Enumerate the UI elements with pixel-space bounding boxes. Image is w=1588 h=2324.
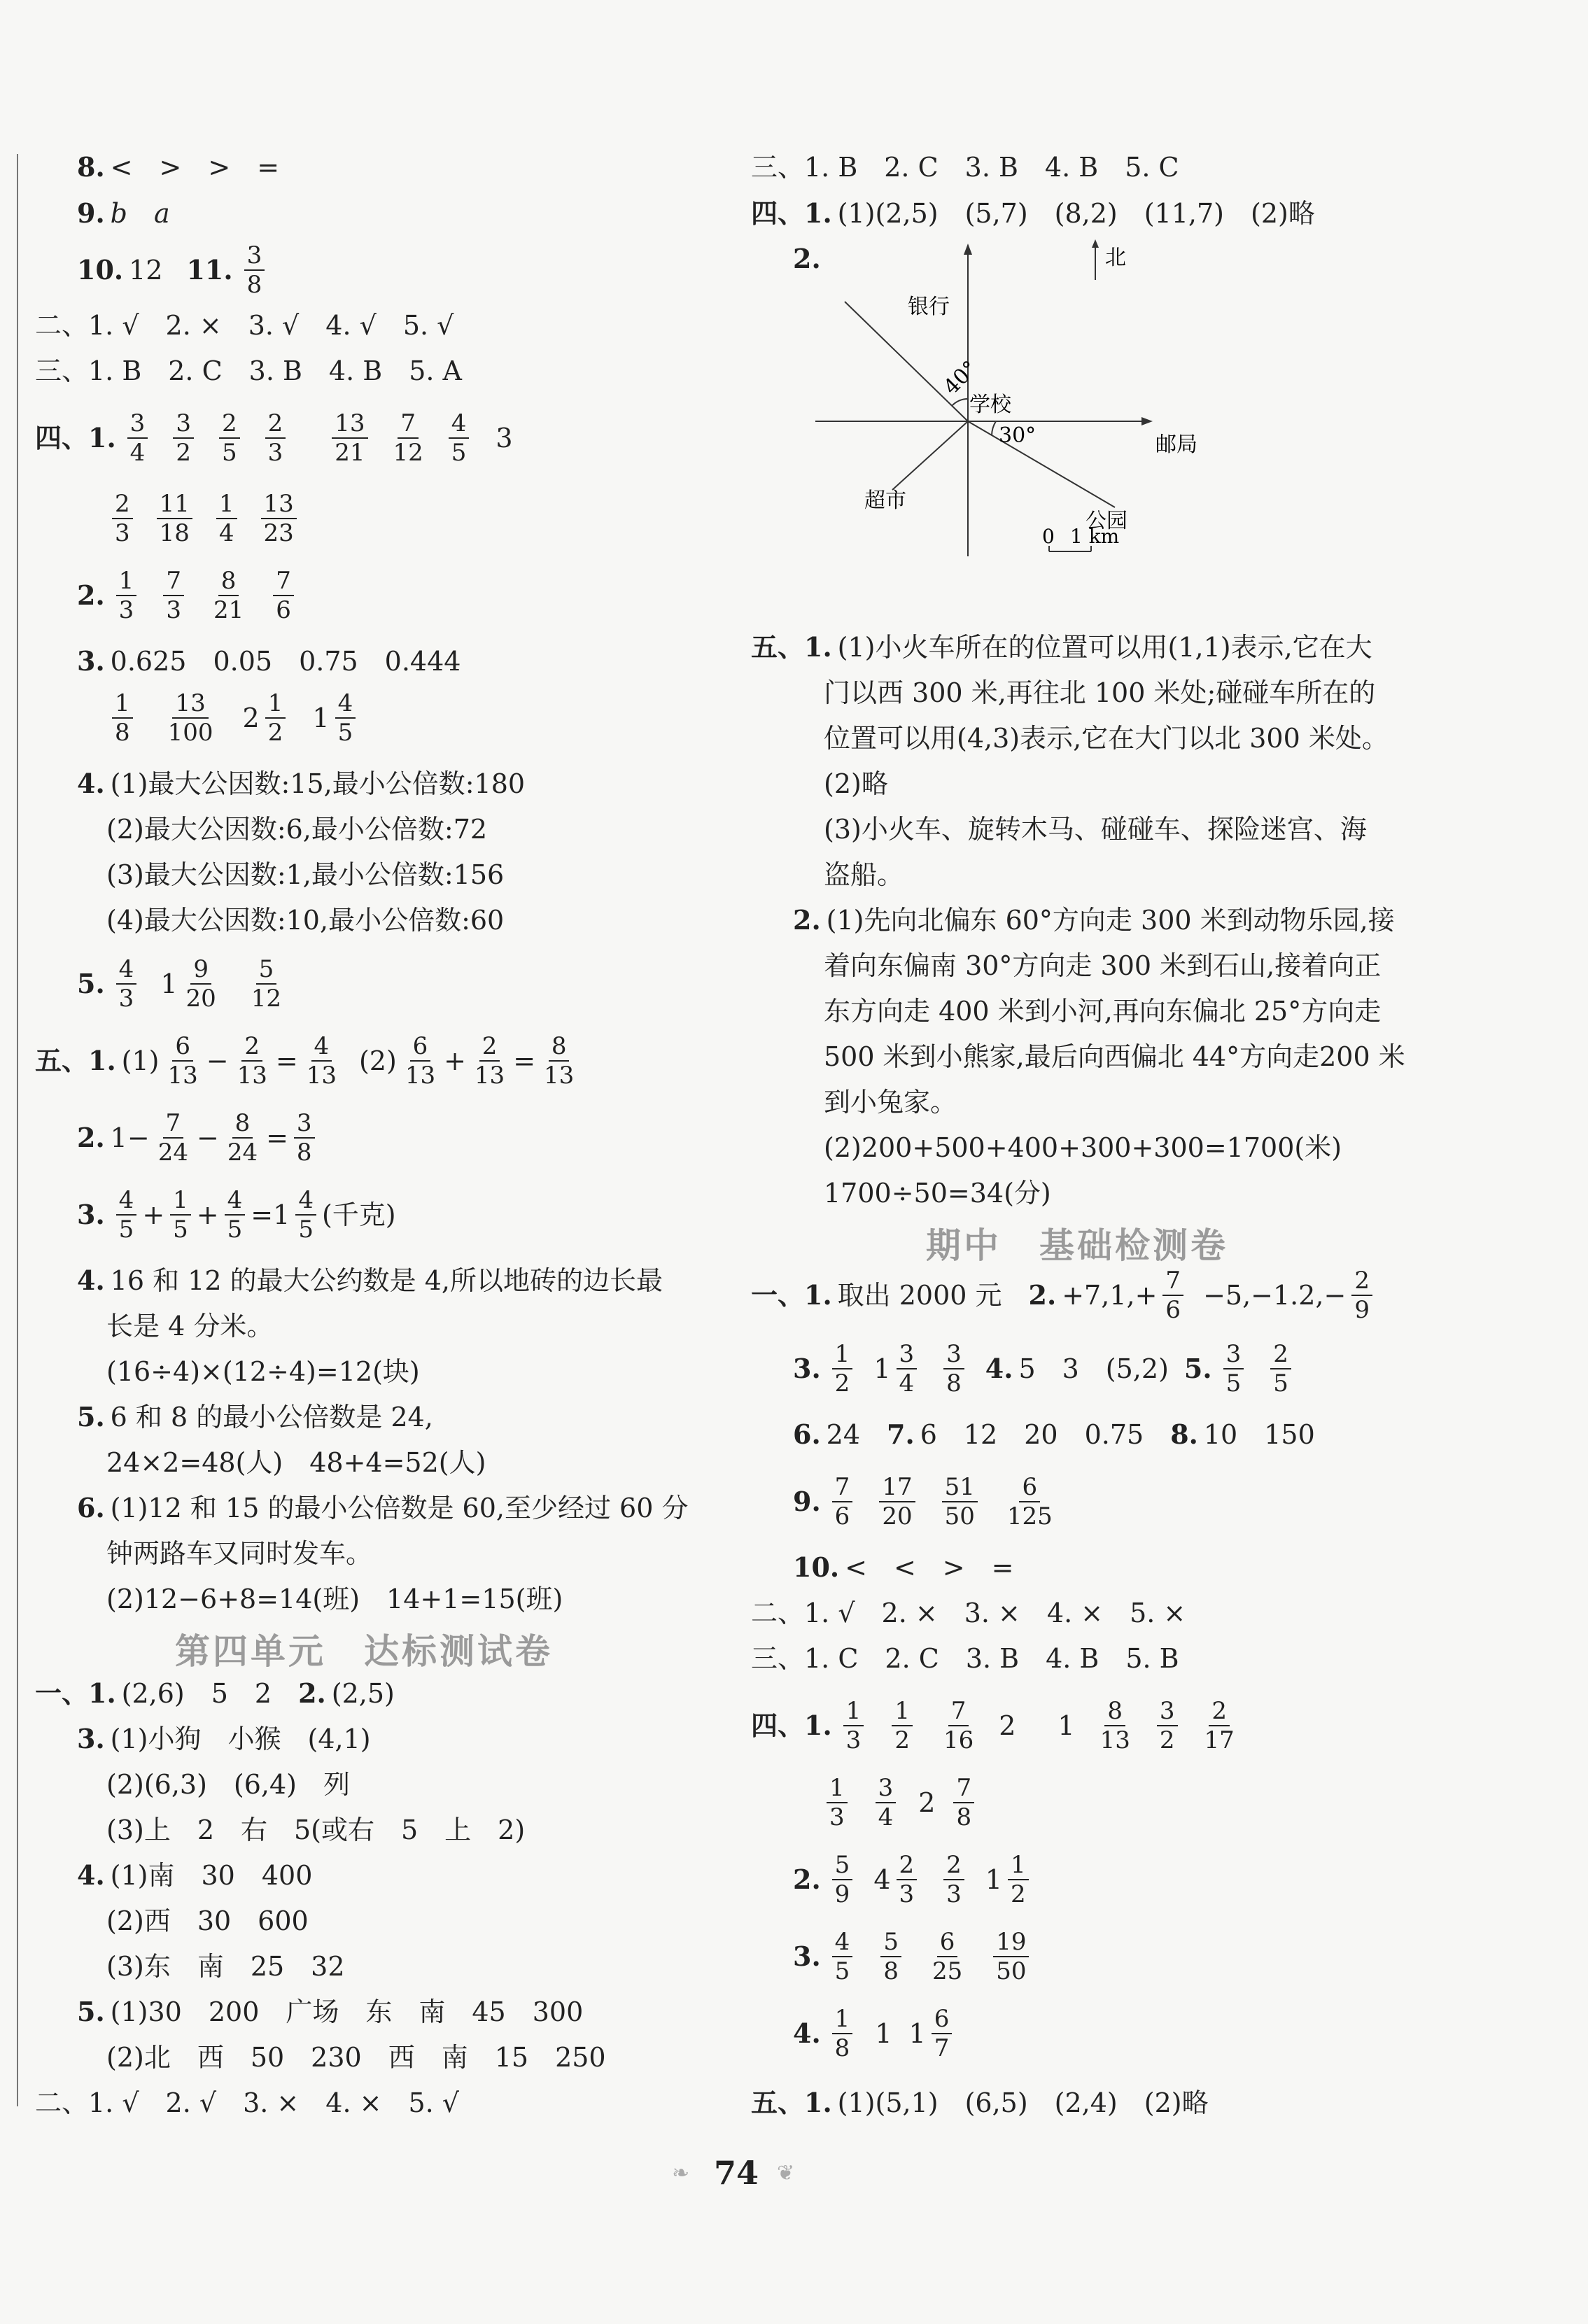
map-label-park: 公园 <box>1085 509 1127 533</box>
answer-line: (3)小火车、旋转木马、碰碰车、探险迷宫、海 <box>824 814 1367 845</box>
fraction: 9 20 <box>185 955 216 1013</box>
east-axis-arrowhead <box>1141 417 1153 425</box>
page-number: 74 <box>714 2154 759 2192</box>
fraction: 8 13 <box>1099 1697 1130 1754</box>
fraction: 5 12 <box>251 955 282 1013</box>
answer-line: (3)最大公因数:1,最小公倍数:156 <box>106 859 505 890</box>
fraction: 3 2 <box>173 409 194 467</box>
fraction: 7 6 <box>273 567 294 624</box>
answer-line: 一、1. 取出 2000 元 2. +7,1,+ $\frac{7}{6}$ −5,−1.2,− $\frac{2}{9}$ <box>751 1267 1378 1324</box>
answer-line: (2)(6,3) (6,4) 列 <box>106 1769 350 1800</box>
fraction: 11 18 <box>157 490 192 547</box>
answer-line: 东方向走 400 米到小河,再向东偏北 25°方向走 <box>824 996 1382 1027</box>
answer-line: 3. 4 5 5 8 6 25 19 50 <box>793 1928 1034 1985</box>
fraction: 2 3 <box>112 490 133 547</box>
fraction: 3 5 <box>1223 1340 1244 1397</box>
north-arrowhead <box>1092 239 1099 248</box>
fraction: 1 2 <box>892 1697 913 1754</box>
section-heading: 期中 基础检测卷 <box>926 1225 1228 1266</box>
fraction: 17 20 <box>879 1473 915 1530</box>
footer-ornament-right: ❦ <box>777 2161 795 2185</box>
answer-line: (4)最大公因数:10,最小公倍数:60 <box>106 905 505 936</box>
fraction: 7 16 <box>943 1697 974 1754</box>
answer-line: 2. (1)先向北偏东 60°方向走 300 米到动物乐园,接 <box>793 904 1395 936</box>
fraction: $\frac{2}{13}$ <box>474 1032 505 1090</box>
fraction: 1 4 <box>216 490 237 547</box>
fraction: 2 3 <box>265 409 286 467</box>
left-margin-rule <box>17 154 18 2106</box>
fraction: 1 3 <box>843 1697 864 1754</box>
answer-line: 二、1. √ 2. × 3. × 4. × 5. × <box>751 1598 1186 1628</box>
fraction: 2 5 <box>219 409 240 467</box>
fraction: 13 23 <box>261 490 297 547</box>
fraction: 4 5 <box>335 689 356 747</box>
fraction: $\frac{1}{5}$ <box>170 1186 191 1244</box>
angle-arc-40 <box>952 399 968 406</box>
fraction: 1 2 <box>265 689 286 747</box>
answer-line: 四、1. 3 4 3 2 2 5 2 3 13 21 7 12 4 5 3 <box>35 409 513 467</box>
fraction: 4 5 <box>295 1186 316 1244</box>
answer-line <box>106 490 302 547</box>
fraction: 1 8 <box>112 689 133 747</box>
fraction: 4 5 <box>116 1186 137 1244</box>
fraction: 5 8 <box>880 1928 901 1985</box>
answer-line: 4. 16 和 12 的最大公约数是 4,所以地砖的边长最 <box>77 1265 663 1296</box>
fraction: 13 100 <box>167 689 213 747</box>
fraction: 7 8 <box>953 1774 974 1831</box>
fraction: 3 4 <box>897 1340 918 1397</box>
answer-line: 1 8 13 100 2 1 2 1 4 5 <box>106 689 361 747</box>
fraction: 1 2 <box>1008 1851 1029 1908</box>
answer-line: 三、1. C 2. C 3. B 4. B 5. B <box>751 1643 1179 1674</box>
answer-line: 二、1. √ 2. × 3. √ 4. √ 5. √ <box>35 310 454 341</box>
fraction: $\frac{8}{24}$ <box>227 1109 258 1167</box>
map-label-market: 超市 <box>864 488 906 513</box>
answer-line: 5. 4 3 1 9 20 5 12 <box>77 955 290 1013</box>
answer-line: (3)上 2 右 5(或右 5 上 2) <box>106 1815 526 1845</box>
fraction: 6 13 <box>405 1032 436 1090</box>
answer-line: 一、1. (2,6) 5 2 2. (2,5) <box>35 1677 395 1709</box>
fraction: 6 13 <box>167 1032 198 1090</box>
map-angle-30: 30° <box>999 423 1037 448</box>
fraction: 1 8 <box>832 2005 853 2062</box>
section-heading: 第四单元 达标测试卷 <box>175 1631 553 1672</box>
map-label-north: 北 <box>1105 246 1126 270</box>
fraction: $\frac{4}{13}$ <box>306 1032 337 1090</box>
answer-line: 五、1. (1)(5,1) (6,5) (2,4) (2)略 <box>751 2087 1209 2118</box>
fraction: 8 21 <box>213 567 244 624</box>
answer-line: 钟两路车又同时发车。 <box>106 1538 373 1569</box>
answer-line: 10. < < > = <box>793 1551 1014 1583</box>
fraction: 19 50 <box>993 1928 1029 1985</box>
answer-line: (2)北 西 50 230 西 南 15 250 <box>106 2042 606 2073</box>
fraction: 1 3 <box>827 1774 848 1831</box>
fraction: 3 8 <box>244 241 265 299</box>
answer-line: 3. 0.625 0.05 0.75 0.444 <box>77 645 461 677</box>
answer-line: 盗船。 <box>824 859 904 890</box>
fraction: 3 8 <box>943 1340 964 1397</box>
map-label-school: 学校 <box>969 393 1011 417</box>
fraction: $\frac{2}{13}$ <box>237 1032 267 1090</box>
fraction: $\frac{7}{24}$ <box>157 1109 188 1167</box>
answer-line: 三、1. B 2. C 3. B 4. B 5. C <box>751 152 1179 183</box>
fraction: 6 7 <box>932 2005 953 2062</box>
fraction: $\frac{2}{9}$ <box>1351 1267 1372 1324</box>
answer-line: (2)最大公因数:6,最小公倍数:72 <box>106 814 488 845</box>
answer-line: 着向东偏南 30°方向走 300 米到石山,接着向正 <box>824 950 1382 981</box>
map-angle-40: 40° <box>939 355 983 400</box>
answer-line: 5. 6 和 8 的最小公倍数是 24, <box>77 1401 433 1432</box>
answer-line: 五、1. (1) 6 13 − $\frac{2}{13}$ = $\frac{4}{13}$ (2) 6 13 + $\frac{2}{13}$ = $\frac{8}{13}$ <box>35 1032 582 1090</box>
fraction: 2 5 <box>1270 1340 1291 1397</box>
answer-line: (2)西 30 600 <box>106 1906 309 1936</box>
fraction: 2 3 <box>943 1851 964 1908</box>
fraction: 1 3 <box>116 567 137 624</box>
fraction: 6 25 <box>932 1928 963 1985</box>
answer-line: 到小兔家。 <box>824 1087 957 1118</box>
fraction: 2 17 <box>1204 1697 1235 1754</box>
answer-line: 3. 4 5 + $\frac{1}{5}$ + $\frac{4}{5}$ =1 4 5 (千克) <box>77 1186 396 1244</box>
answer-line: (2)12−6+8=14(班) 14+1=15(班) <box>106 1584 563 1614</box>
footer-ornament-left: ❧ <box>672 2161 690 2185</box>
answer-line: 1 3 3 4 2 7 8 <box>821 1774 980 1831</box>
answer-line: 2. 1 3 7 3 8 21 7 6 <box>77 567 300 624</box>
answer-line: 四、1. 1 3 1 2 7 16 2 1 8 13 3 2 2 17 <box>751 1697 1243 1754</box>
answer-line: 四、1. (1)(2,5) (5,7) (8,2) (11,7) (2)略 <box>751 197 1315 229</box>
answer-line: 位置可以用(4,3)表示,它在大门以北 300 米处。 <box>824 723 1389 754</box>
answer-line: 9. b a <box>77 197 170 229</box>
fraction: $\frac{7}{6}$ <box>1162 1267 1183 1324</box>
map-label-post: 邮局 <box>1155 432 1197 457</box>
fraction: 1 2 <box>832 1340 853 1397</box>
answer-line: 长是 4 分米。 <box>106 1311 274 1341</box>
answer-line: 10. 12 11. 3 8 <box>77 241 270 299</box>
answer-line: 1700÷50=34(分) <box>824 1178 1051 1209</box>
scale-unit: 1 km <box>1070 525 1120 548</box>
answer-line: 五、1. (1)小火车所在的位置可以用(1,1)表示,它在大 <box>751 631 1372 663</box>
fraction: $\frac{8}{13}$ <box>544 1032 575 1090</box>
answer-line: 9. 7 6 17 20 51 50 6 125 <box>793 1473 1061 1530</box>
answer-line: 24×2=48(人) 48+4=52(人) <box>106 1447 486 1478</box>
answer-line: 门以西 300 米,再往北 100 米处;碰碰车所在的 <box>824 677 1376 708</box>
fraction: 4 3 <box>116 955 137 1013</box>
fraction: 5 9 <box>832 1851 853 1908</box>
scale-zero: 0 <box>1042 525 1055 548</box>
bank-ray <box>845 302 968 421</box>
answer-line: 三、1. B 2. C 3. B 4. B 5. A <box>35 355 462 386</box>
fraction: 51 50 <box>942 1473 978 1530</box>
north-axis-arrowhead <box>964 244 972 255</box>
fraction: 7 3 <box>163 567 184 624</box>
fraction: 3 4 <box>876 1774 897 1831</box>
fraction: 7 6 <box>832 1473 853 1530</box>
answer-line: 3. 1 2 1 3 4 3 8 4. 5 3 (5,2) 5. 3 5 2 5 <box>793 1340 1297 1397</box>
answer-line: 5. (1)30 200 广场 东 南 45 300 <box>77 1996 584 2027</box>
fraction: 3 2 <box>1157 1697 1178 1754</box>
answer-line: (3)东 南 25 32 <box>106 1951 345 1982</box>
answer-line: 6. (1)12 和 15 的最小公倍数是 60,至少经过 60 分 <box>77 1492 689 1523</box>
fraction: 3 4 <box>127 409 148 467</box>
angle-arc-30 <box>992 421 996 435</box>
answer-line: (16÷4)×(12÷4)=12(块) <box>106 1356 420 1387</box>
answer-line: 3. (1)小狗 小猴 (4,1) <box>77 1723 371 1754</box>
answer-line: 2. <box>793 243 821 274</box>
answer-line: 500 米到小熊家,最后向西偏北 44°方向走200 米 <box>824 1041 1405 1072</box>
direction-map <box>815 238 1347 602</box>
park-ray <box>968 421 1115 507</box>
answer-line: (2)200+500+400+300+300=1700(米) <box>824 1132 1342 1163</box>
answer-line: 8. < > > = <box>77 151 280 183</box>
fraction: $\frac{4}{5}$ <box>225 1186 246 1244</box>
fraction: 4 5 <box>449 409 470 467</box>
answer-line: 4. (1)南 30 400 <box>77 1859 313 1891</box>
answer-line: 2. 1− $\frac{7}{24}$ − $\frac{8}{24}$ = $\frac{3}{8}$ <box>77 1109 321 1167</box>
map-label-bank: 银行 <box>908 295 950 319</box>
answer-line: 2. 5 9 4 2 3 2 3 1 1 2 <box>793 1851 1034 1908</box>
market-ray <box>892 421 968 490</box>
answer-line: 6. 24 7. 6 12 20 0.75 8. 10 150 <box>793 1418 1315 1450</box>
answer-line: 4. (1)最大公因数:15,最小公倍数:180 <box>77 768 526 799</box>
fraction: 2 3 <box>897 1851 918 1908</box>
fraction: 13 21 <box>332 409 367 467</box>
fraction: $\frac{3}{8}$ <box>294 1109 315 1167</box>
answer-line: 二、1. √ 2. √ 3. × 4. × 5. √ <box>35 2087 459 2118</box>
fraction: 7 12 <box>393 409 423 467</box>
answer-line: 4. 1 8 1 1 6 7 <box>793 2005 957 2062</box>
fraction: 4 5 <box>832 1928 853 1985</box>
answer-line: (2)略 <box>824 768 888 799</box>
fraction: 6 125 <box>1006 1473 1053 1530</box>
